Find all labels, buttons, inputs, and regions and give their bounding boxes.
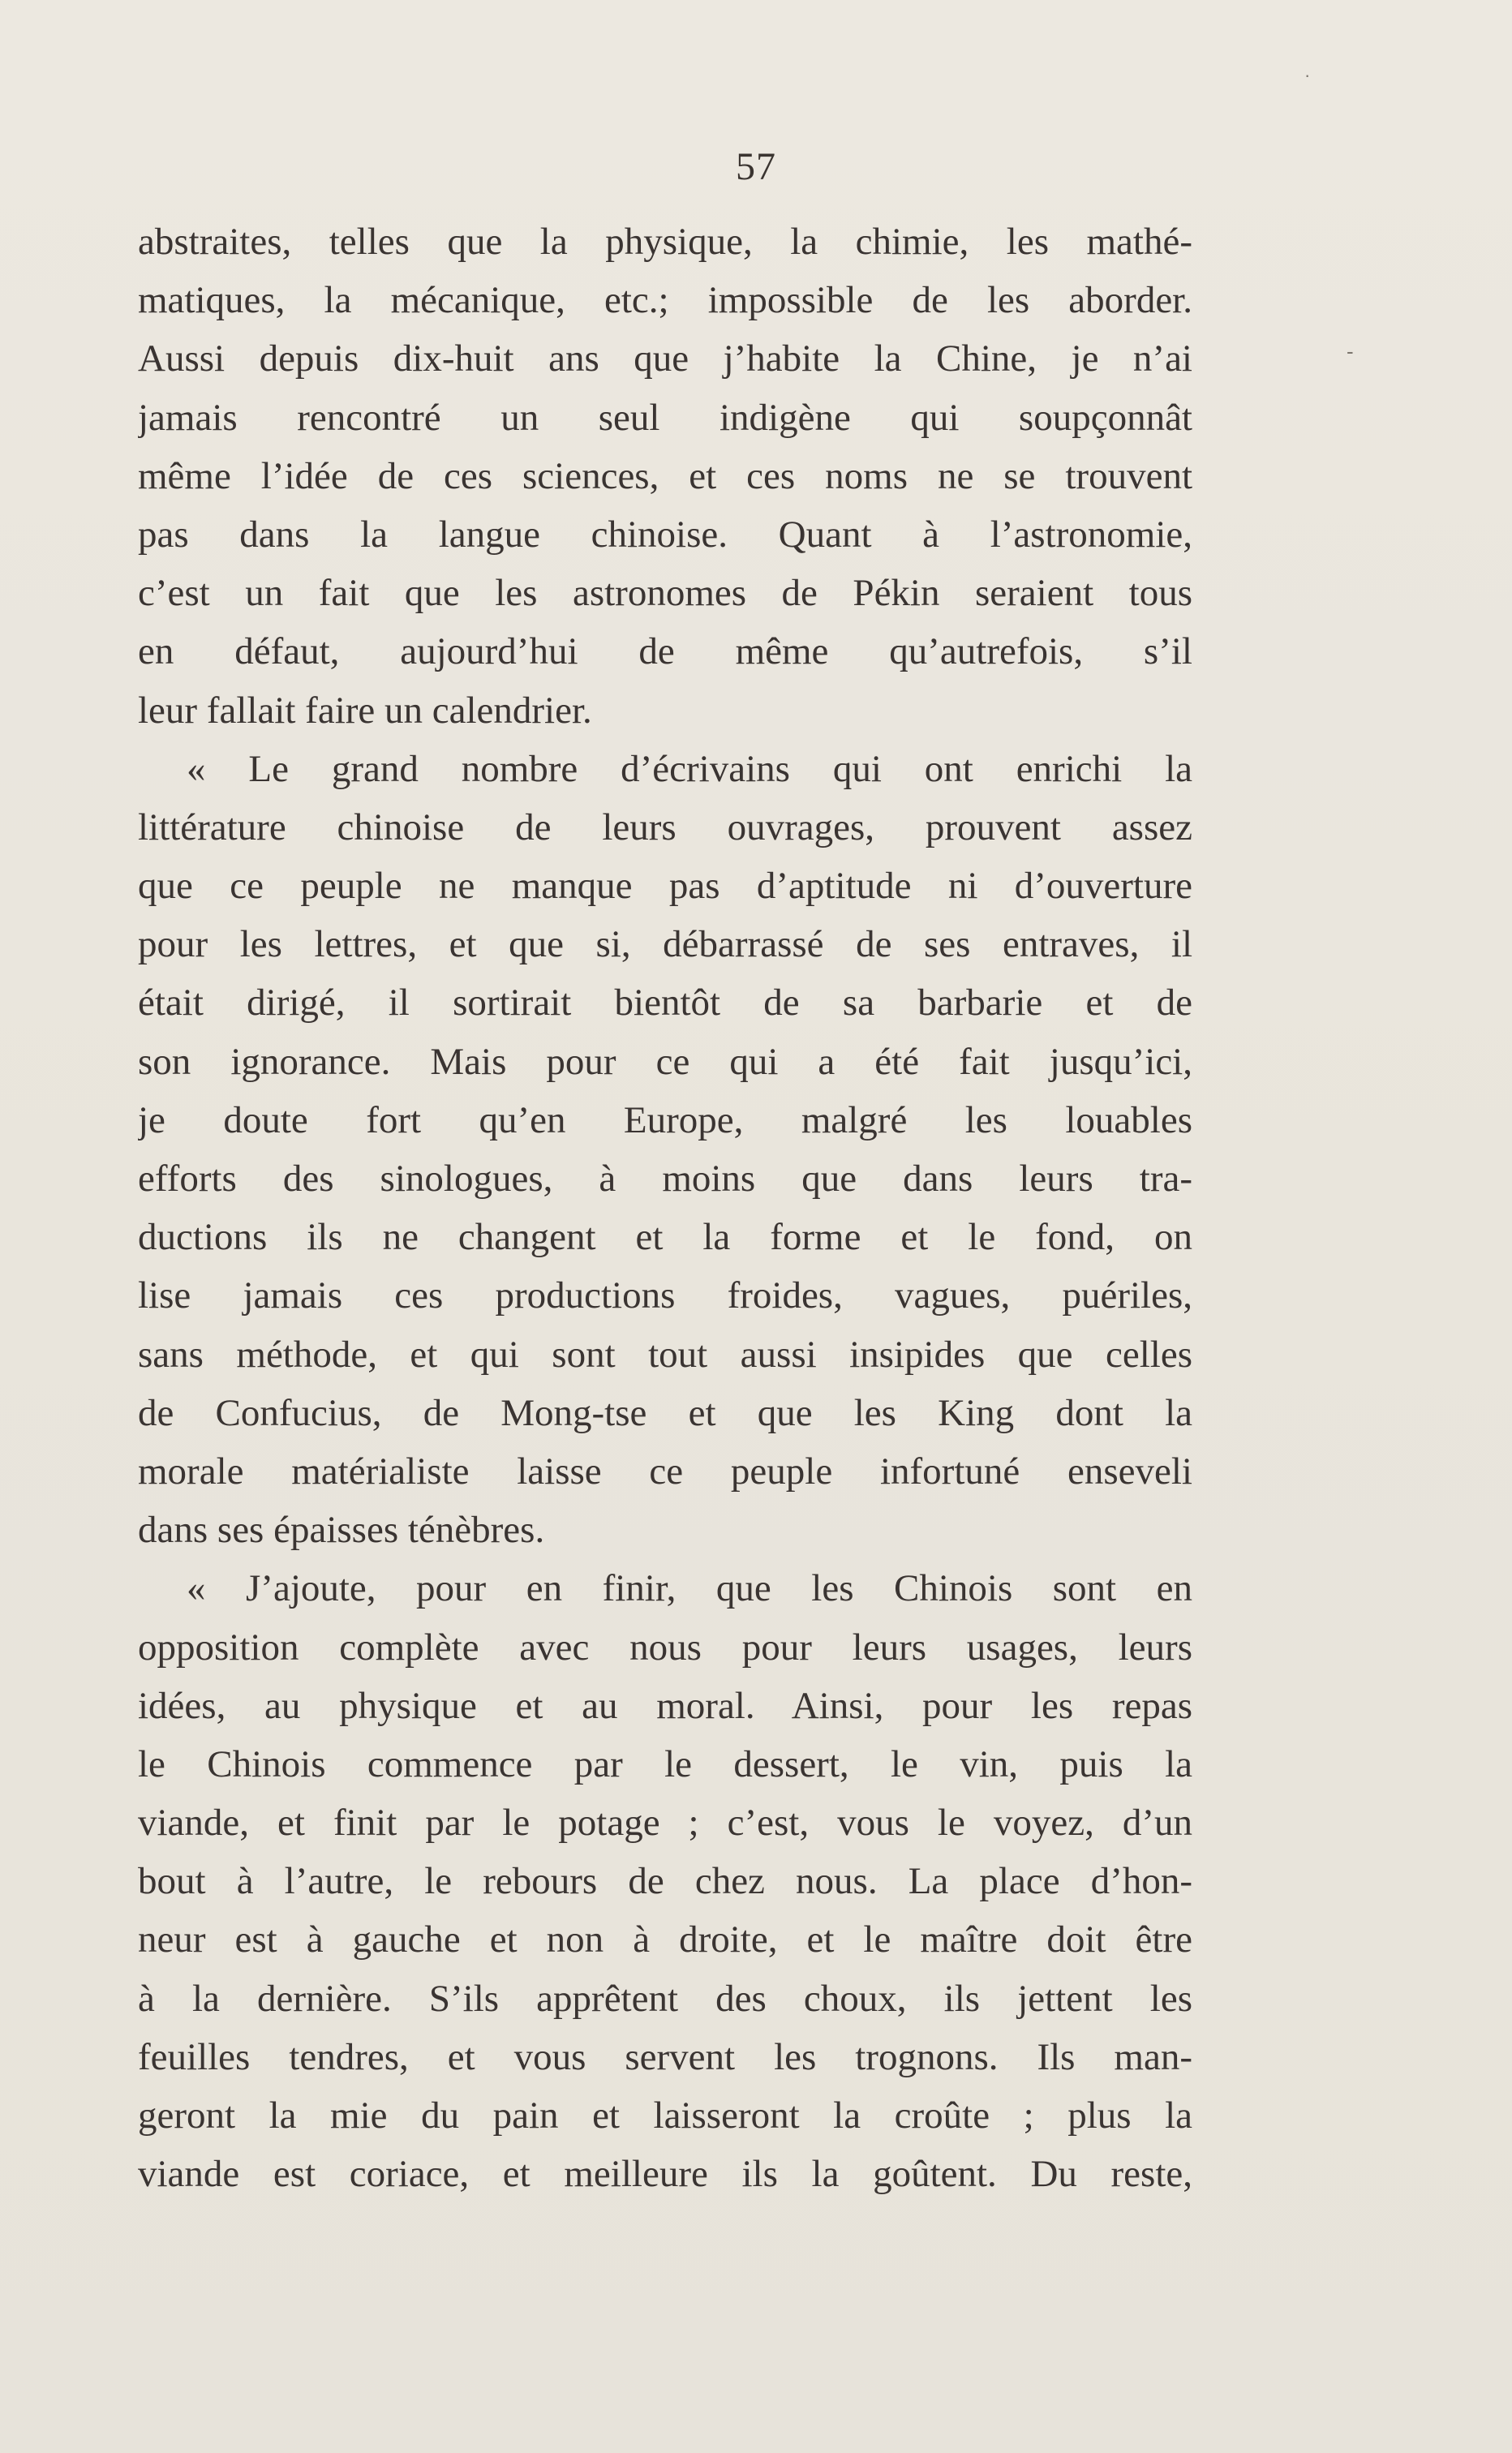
text-line: « Le grand nombre d’écrivains qui ont enrichi la (187, 747, 1192, 790)
text-line: que ce peuple ne manque pas d’aptitude ni d’ouverture (138, 865, 1192, 908)
page-number: 57 (736, 145, 776, 188)
text-line: en défaut, aujourd’hui de même qu’autrefois, s’il (138, 630, 1192, 673)
text-line: abstraites, telles que la physique, la chimie, les mathé- (138, 221, 1192, 263)
text-line: je doute fort qu’en Europe, malgré les louables (138, 1098, 1192, 1141)
text-line: feuilles tendres, et vous servent les trognons. Ils man- (138, 2035, 1192, 2078)
text-line: neur est à gauche et non à droite, et le maître doit être (138, 1918, 1192, 1961)
text-line: était dirigé, il sortirait bientôt de sa barbarie et de (138, 982, 1192, 1025)
text-line: geront la mie du pain et laisseront la croûte ; plus la (138, 2094, 1192, 2137)
text-line: viande, et finit par le potage ; c’est, vous le voyez, d’un (138, 1802, 1192, 1845)
text-line: jamais rencontré un seul indigène qui soupçonnât (138, 396, 1192, 439)
text-line: dans ses épaisses ténèbres. (138, 1509, 545, 1552)
text-line: efforts des sinologues, à moins que dans leurs tra- (138, 1158, 1192, 1200)
text-line: opposition complète avec nous pour leurs usages, leurs (138, 1626, 1192, 1669)
text-line: matiques, la mécanique, etc.; impossible de les aborder. (138, 279, 1192, 322)
text-line: même l’idée de ces sciences, et ces noms ne se trouvent (138, 454, 1192, 497)
text-line: lise jamais ces productions froides, vagues, puériles, (138, 1274, 1192, 1317)
text-line: « J’ajoute, pour en finir, que les Chinois sont en (187, 1567, 1192, 1610)
text-line: son ignorance. Mais pour ce qui a été fait jusqu’ici, (138, 1040, 1192, 1083)
text-line: bout à l’autre, le rebours de chez nous. La place d’hon- (138, 1860, 1192, 1903)
text-line: le Chinois commence par le dessert, le vin, puis la (138, 1742, 1192, 1785)
text-line: Aussi depuis dix-huit ans que j’habite la Chine, je n’ai (138, 337, 1192, 380)
text-line: idées, au physique et au moral. Ainsi, pour les repas (138, 1684, 1192, 1727)
text-line: sans méthode, et qui sont tout aussi insipides que celles (138, 1333, 1192, 1376)
text-line: pour les lettres, et que si, débarrassé de ses entraves, il (138, 923, 1192, 966)
text-line: pas dans la langue chinoise. Quant à l’astronomie, (138, 513, 1192, 556)
text-line: ductions ils ne changent et la forme et le fond, on (138, 1216, 1192, 1259)
text-line: de Confucius, de Mong-tse et que les King dont la (138, 1391, 1192, 1434)
text-line: morale matérialiste laisse ce peuple infortuné enseveli (138, 1450, 1192, 1493)
text-line: leur fallait faire un calendrier. (138, 689, 592, 732)
text-line: c’est un fait que les astronomes de Pékin seraient tous (138, 572, 1192, 615)
speck-mark: · (1304, 65, 1311, 85)
text-line: littérature chinoise de leurs ouvrages, prouvent assez (138, 805, 1192, 848)
body-text (138, 213, 1192, 2203)
text-line: viande est coriace, et meilleure ils la goûtent. Du reste, (138, 2153, 1192, 2196)
text-line: à la dernière. S’ils apprêtent des choux, ils jettent les (138, 1977, 1192, 2020)
margin-mark: - (1347, 339, 1354, 363)
